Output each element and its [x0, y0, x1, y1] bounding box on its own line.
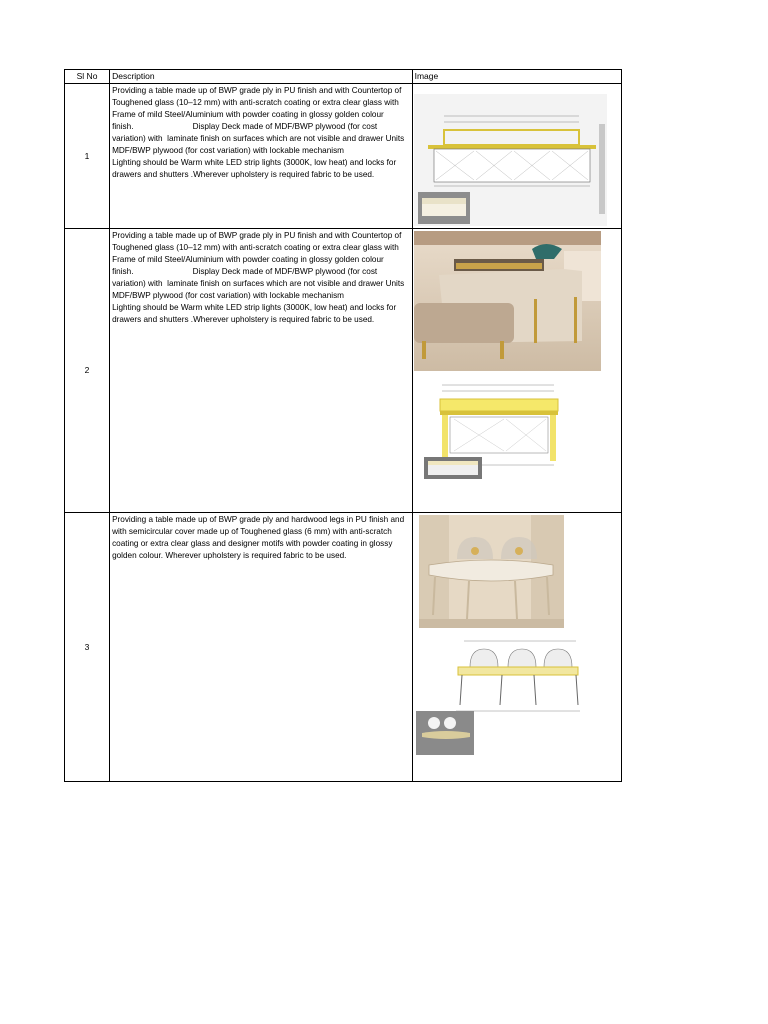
- row-image-cell: [412, 84, 621, 229]
- table-header-row: [65, 70, 622, 84]
- row-sl-no: 2: [65, 229, 110, 512]
- table-row: [65, 84, 622, 229]
- display-counter-drawing-image: [414, 94, 607, 226]
- row-image-cell: [412, 512, 621, 781]
- semicircular-table-elevation-drawing: [416, 635, 588, 760]
- specification-table: [64, 69, 622, 782]
- row-description: Providing a table made up of BWP grade ply in PU finish and with Countertop of Toughened glass (10–12 mm) with anti-scratch coating or extra clear glass with Frame of mild Steel/Aluminium with powder coating in glossy golden colour finish. Display Deck made of MDF/BWP plywood (for cost variation) with laminate finish on surfaces which are not visible and drawer Units MDF/BWP plywood (for cost variation) with lockable mechanism Lighting should be Warm white LED strip lights (3000K, low heat) and locks for drawers and shutters .Wherever upholstery is required fabric to be used.: [110, 229, 413, 512]
- display-counter-render-image: [414, 231, 601, 371]
- row-sl-no: 3: [65, 512, 110, 781]
- table-row: [65, 512, 622, 781]
- row-sl-no: 1: [65, 84, 110, 229]
- display-counter-elevation-drawing: [414, 375, 581, 480]
- header-sl-no: Sl No: [65, 70, 110, 84]
- header-image: Image: [412, 70, 621, 84]
- row-image-cell: [412, 229, 621, 512]
- semicircular-table-render-image: [419, 515, 564, 628]
- row-description: Providing a table made up of BWP grade ply in PU finish and with Countertop of Toughened glass (10–12 mm) with anti-scratch coating or extra clear glass with Frame of mild Steel/Aluminium with powder coating in glossy golden colour finish. Display Deck made of MDF/BWP plywood (for cost variation) with laminate finish on surfaces which are not visible and drawer Units MDF/BWP plywood (for cost variation) with lockable mechanism Lighting should be Warm white LED strip lights (3000K, low heat) and locks for drawers and shutters .Wherever upholstery is required fabric to be used.: [110, 84, 413, 229]
- table-row: [65, 229, 622, 512]
- header-description: Description: [110, 70, 413, 84]
- row-description: Providing a table made up of BWP grade ply and hardwood legs in PU finish and with semicircular cover made up of Toughened glass (6 mm) with anti-scratch coating or extra clear glass and designer motifs with powder coating in glossy golden colour. Wherever upholstery is required fabric to be used.: [110, 512, 413, 781]
